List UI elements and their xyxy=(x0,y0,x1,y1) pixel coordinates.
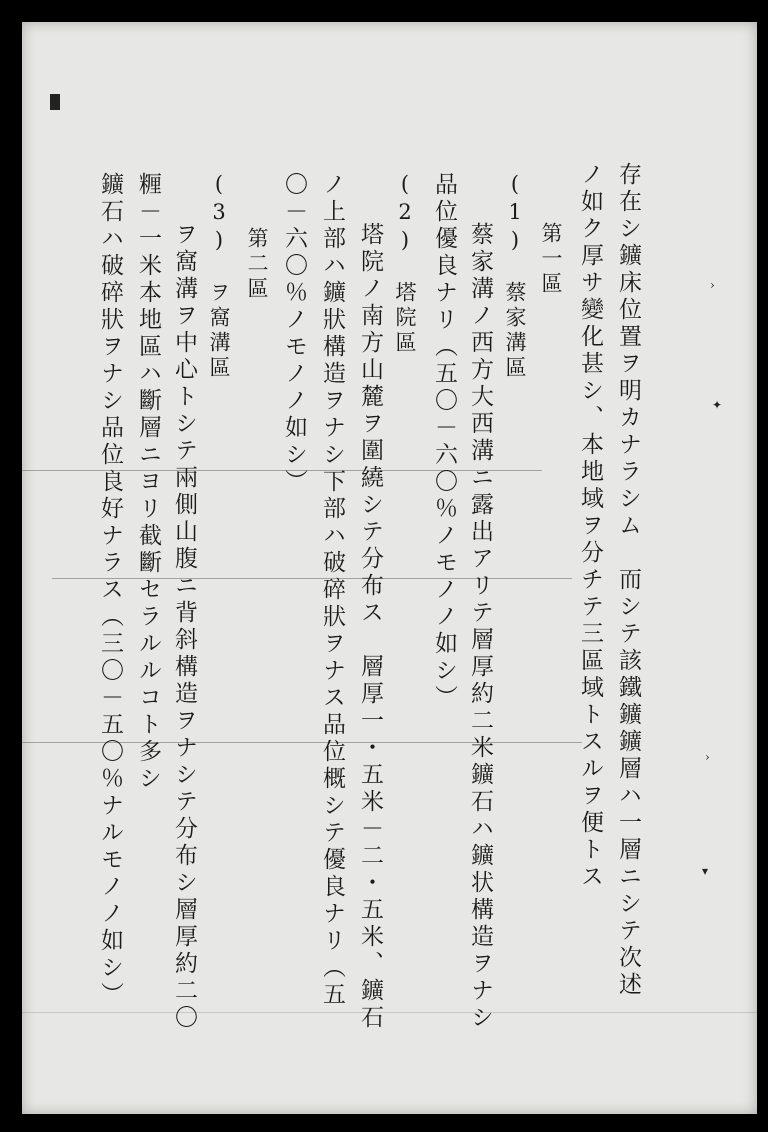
text-column-9: ノ上部ハ鑛狀構造ヲナシ下部ハ破碎狀ヲナス品位概シテ優良ナリ（五 xyxy=(319,172,345,1009)
scan-line xyxy=(22,1012,757,1013)
section-heading-first-zone: 第一區 xyxy=(539,222,563,297)
text-column-14: 糎－一米本地區ハ斷層ニヨリ截斷セラルルコト多シ xyxy=(135,172,161,793)
section-heading-second-zone: 第二區 xyxy=(245,227,269,302)
text-column-5: 蔡家溝ノ西方大西溝ニ露出アリテ層厚約二米鑛石ハ鑛状構造ヲナシ xyxy=(467,222,493,1032)
document-page xyxy=(22,22,757,1114)
subsection-heading-wowogou: (3) ヲ窩溝區 xyxy=(207,172,231,381)
text-column-10: 〇－六〇％ノモノノ如シ） xyxy=(281,172,307,496)
scan-line xyxy=(52,578,572,579)
speck-mark: › xyxy=(710,278,715,292)
subsection-heading-tayuan: (2) 塔院區 xyxy=(393,172,417,356)
speck-mark: › xyxy=(705,750,710,764)
text-column-8: 塔院ノ南方山麓ヲ圍繞シテ分布ス 層厚一・五米－二・五米、鑛石 xyxy=(357,222,383,1032)
page-corner-mark xyxy=(50,94,60,110)
speck-mark: ▾ xyxy=(702,864,709,878)
text-column-15: 鑛石ハ破碎狀ヲナシ品位良好ナラス（三〇－五〇％ナルモノノ如シ） xyxy=(97,172,123,1009)
text-column-6: 品位優良ナリ（五〇－六〇％ノモノノ如シ） xyxy=(431,172,457,712)
subsection-heading-caijiagou: (1) 蔡家溝區 xyxy=(503,172,527,381)
text-column-13: ヲ窩溝ヲ中心トシテ兩側山腹ニ背斜構造ヲナシテ分布シ層厚約二〇 xyxy=(171,222,197,1032)
speck-mark: ✦ xyxy=(712,398,723,412)
text-column-1: 存在シ鑛床位置ヲ明カナラシム 而シテ該鐵鑛鑛層ハ一層ニシテ次述 xyxy=(615,162,641,999)
text-column-2: ノ如ク厚サ變化甚シ、本地域ヲ分チテ三區域トスルヲ便トス xyxy=(577,162,603,891)
